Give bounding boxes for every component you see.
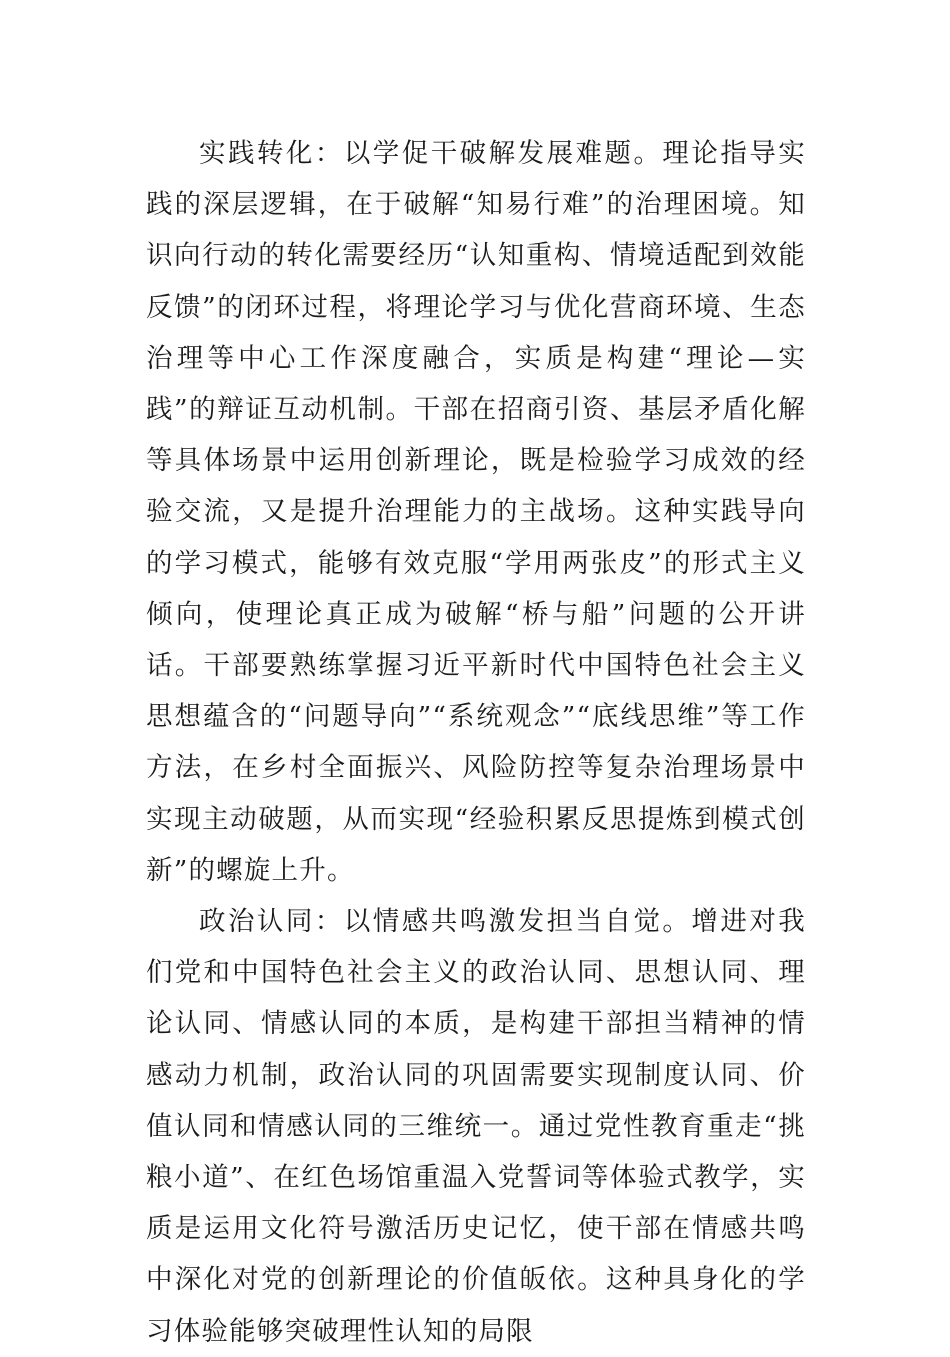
document-body <box>146 128 806 1357</box>
paragraph-political-identity: 政治认同：以情感共鸣激发担当自觉。增进对我们党和中国特色社会主义的政治认同、思想认同、理论认同、情感认同的本质，是构建干部担当精神的情感动力机制，政治认同的巩固需要实现制度认同、价值认同和情感认同的三维统一。通过党性教育重走“挑粮小道”、在红色场馆重温入党誓词等体验式教学，实质是运用文化符号激活历史记忆，使干部在情感共鸣中深化对党的创新理论的价值皈依。这种具身化的学习体验能够突破理性认知的局限 <box>146 906 806 1347</box>
paragraph-practice-transformation: 实践转化：以学促干破解发展难题。理论指导实践的深层逻辑，在于破解“知易行难”的治理困境。知识向行动的转化需要经历“认知重构、情境适配到效能反馈”的闭环过程，将理论学习与优化营商环境、生态治理等中心工作深度融合，实质是构建“理论—实践”的辩证互动机制。干部在招商引资、基层矛盾化解等具体场景中运用创新理论，既是检验学习成效的经验交流，又是提升治理能力的主战场。这种实践导向的学习模式，能够有效克服“学用两张皮”的形式主义倾向，使理论真正成为破解“桥与船”问题的公开讲话。干部要熟练掌握习近平新时代中国特色社会主义思想蕴含的“问题导向”“系统观念”“底线思维”等工作方法，在乡村全面振兴、风险防控等复杂治理场景中实现主动破题，从而实现“经验积累反思提炼到模式创新”的螺旋上升。 <box>146 138 806 886</box>
